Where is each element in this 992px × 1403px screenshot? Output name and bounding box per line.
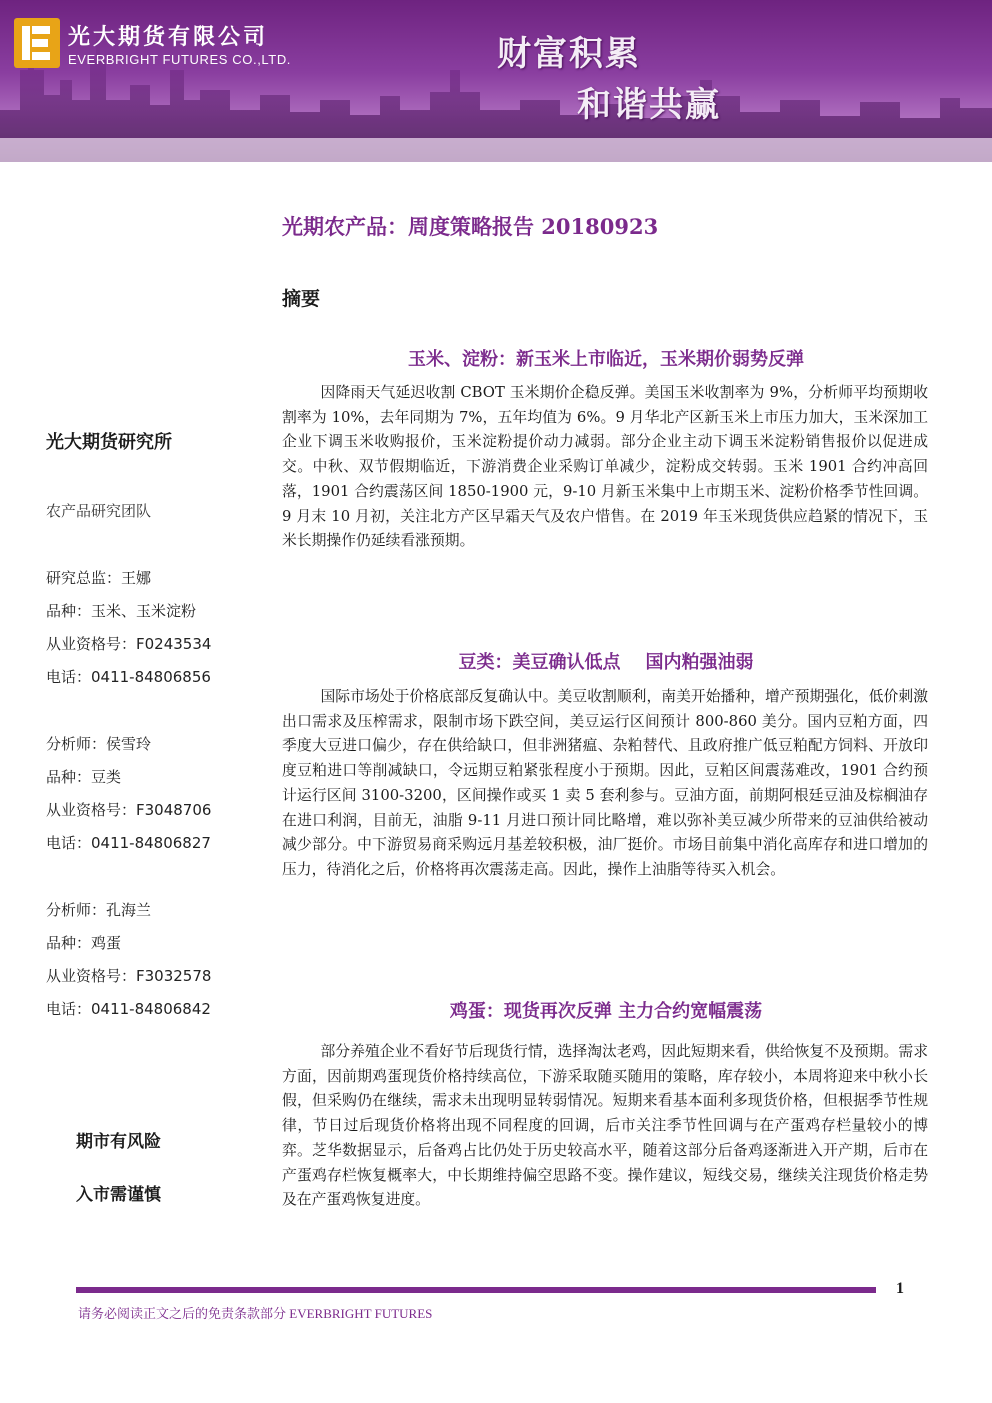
- company-name-cn: 光大期货有限公司: [68, 25, 269, 50]
- page-number: 1: [896, 1280, 904, 1297]
- contact-line: 品种：玉米、玉米淀粉: [46, 602, 197, 620]
- section-title-corn: 玉米、淀粉：新玉米上市临近，玉米期价弱势反弹: [408, 349, 804, 370]
- contact-line: 分析师：侯雪玲: [46, 735, 152, 753]
- contact-line: 品种：鸡蛋: [46, 934, 122, 952]
- risk-warning-line-1: 期市有风险: [76, 1132, 161, 1152]
- footer-disclaimer: 请务必阅读正文之后的免责条款部分 EVERBRIGHT FUTURES: [78, 1306, 433, 1321]
- slogan-line-2: 和谐共赢: [577, 85, 721, 125]
- section-title-egg: 鸡蛋：现货再次反弹 主力合约宽幅震荡: [449, 1001, 763, 1022]
- everbright-logo-icon: [14, 18, 60, 68]
- section-body-soybean: 国际市场处于价格底部反复确认中。美豆收割顺利，南美开始播种，增产预期强化，低价刺激出口需求及压榨需求，限制市场下跌空间，美豆运行区间预计 800-860 美分。国内豆粕方面，四季度大豆进口偏少，存在供给缺口，但非洲猪瘟、杂粕替代、且政府推广低豆粕配方饲料、开放印度豆粕进口等削减缺口，令远期豆粕紧张程度小于预期。因此，豆粕区间震荡难改，1901 合约预计运行区间 3100-3200，区间操作或买 1 卖 5 套利参与。豆油方面，前期阿根廷豆油及棕榈油存在进口利润，目前无，油脂 9-11 月进口预计同比略增，难以弥补美豆减少所带来的豆油供给被动减少部分。中下游贸易商采购远月基差较积极，油厂挺价。市场目前集中消化高库存和进口增加的压力，待消化之后，价格将再次震荡走高。因此，操作上油脂等待买入机会。: [282, 688, 928, 878]
- contact-line: 从业资格号：F3032578: [46, 967, 212, 985]
- section-title-soybean: 豆类：美豆确认低点 国内粕强油弱: [458, 652, 754, 673]
- slogan-line-1: 财富积累: [497, 34, 641, 74]
- company-name-en: EVERBRIGHT FUTURES CO.,LTD.: [68, 52, 292, 67]
- contact-line: 电话：0411-84806827: [46, 834, 211, 852]
- contact-block: [46, 562, 211, 694]
- contact-line: 从业资格号：F0243534: [46, 635, 212, 653]
- abstract-heading: 摘要: [282, 288, 321, 310]
- institute-name: 光大期货研究所: [46, 432, 172, 453]
- contact-block: [46, 728, 211, 860]
- section-body-corn: 因降雨天气延迟收割 CBOT 玉米期价企稳反弹。美国玉米收割率为 9%，分析师平均预期收割率为 10%，去年同期为 7%，五年均值为 6%。9 月华北产区新玉米上市压力加大，玉米深加工企业下调玉米收购报价，玉米淀粉提价动力减弱。部分企业主动下调玉米淀粉销售报价以促进成交。中秋、双节假期临近，下游消费企业采购订单减少，淀粉成交转弱。玉米 1901 合约冲高回落，1901 合约震荡区间 1850-1900 元，9-10 月新玉米集中上市期玉米、淀粉价格季节性回调。9 月末 10 月初，关注北方产区早霜天气及农户惜售。在 2019 年玉米现货供应趋紧的情况下，玉米长期操作仍延续看涨预期。: [282, 384, 928, 550]
- contact-line: 研究总监：王娜: [46, 569, 152, 587]
- header-banner: [0, 0, 992, 162]
- section-body-egg: 部分养殖企业不看好节后现货行情，选择淘汰老鸡，因此短期来看，供给恢复不及预期。需求方面，因前期鸡蛋现货价格持续高位，下游采取随买随用的策略，库存较小，本周将迎来中秋小长假，但采购仍在继续，需求未出现明显转弱情况。短期来看基本面利多现货价格，但根据季节性规律，节日过后现货价格将出现不同程度的回调，后市关注季节性回调与在产蛋鸡存栏量较小的博弈。芝华数据显示，后备鸡占比仍处于历史较高水平，随着这部分后备鸡逐渐进入开产期，后市在产蛋鸡存栏恢复概率大，中长期维持偏空思路不变。操作建议，短线交易，继续关注现货价格走势及在产蛋鸡恢复进度。: [282, 1043, 928, 1209]
- contact-line: 从业资格号：F3048706: [46, 801, 212, 819]
- report-title: 光期农产品：周度策略报告 20180923: [282, 214, 659, 239]
- contact-block: [46, 894, 211, 1026]
- contact-line: 分析师：孔海兰: [46, 901, 152, 919]
- contact-line: 品种：豆类: [46, 768, 122, 786]
- risk-warning-line-2: 入市需谨慎: [76, 1185, 161, 1205]
- team-name: 农产品研究团队: [46, 502, 152, 520]
- footer-divider: [76, 1287, 876, 1293]
- contact-line: 电话：0411-84806842: [46, 1000, 211, 1018]
- contact-line: 电话：0411-84806856: [46, 668, 211, 686]
